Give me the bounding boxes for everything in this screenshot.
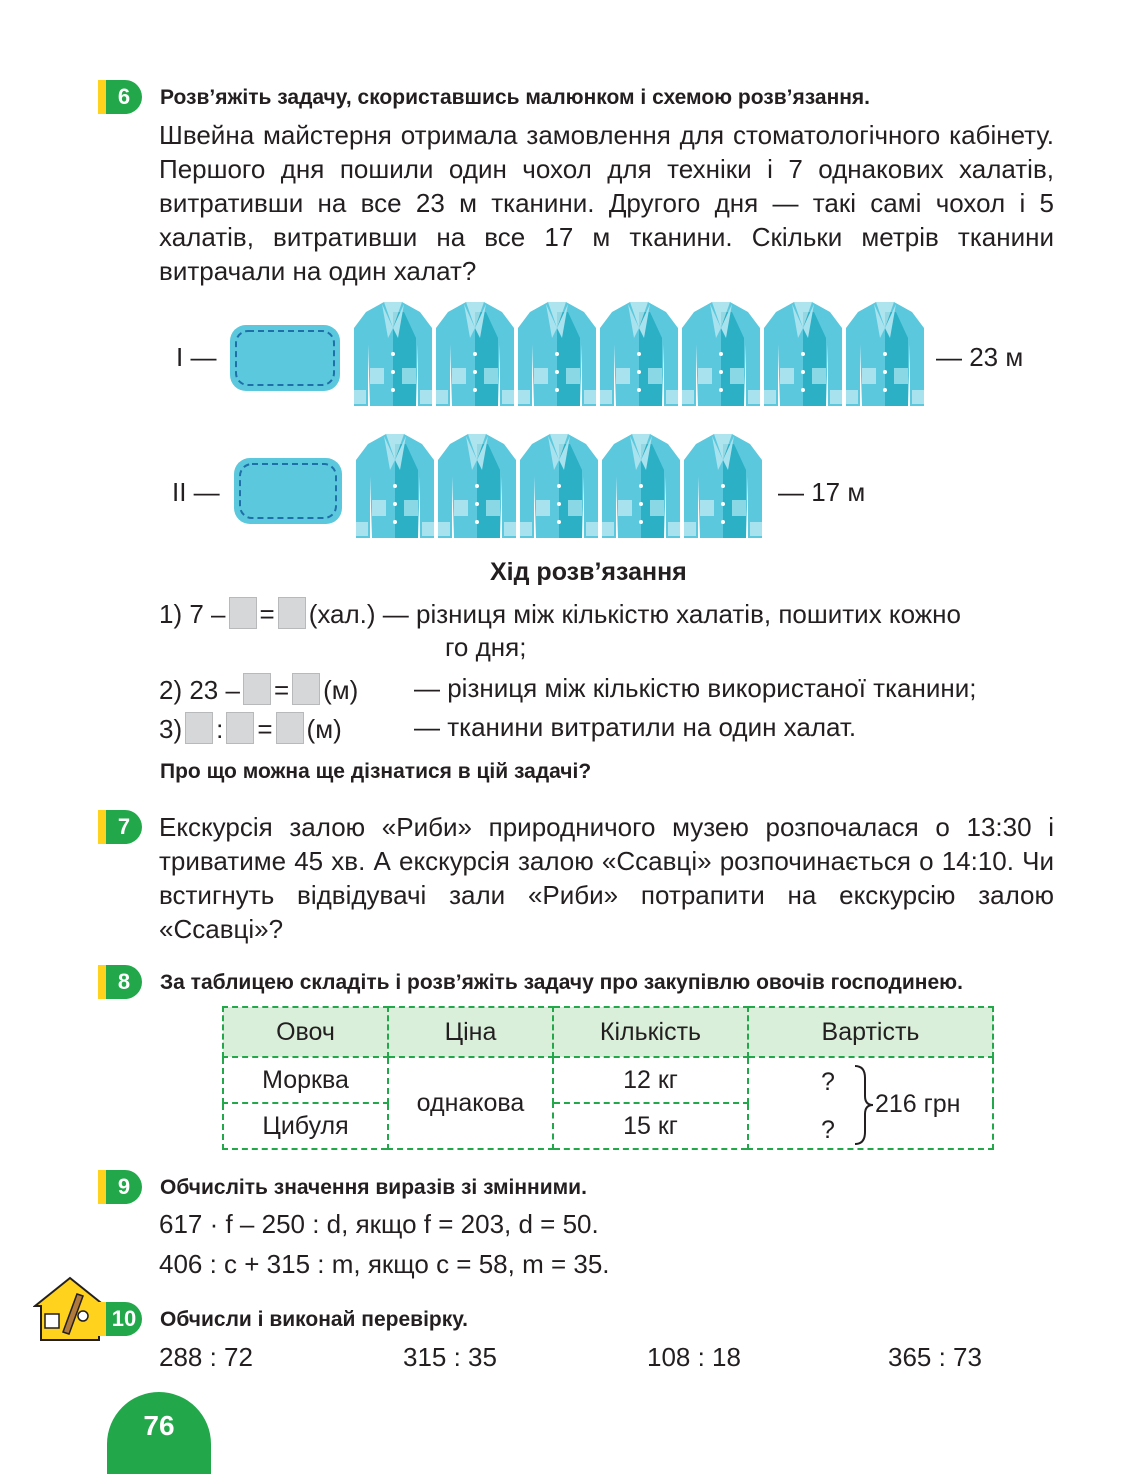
answer-box bbox=[292, 673, 320, 705]
answer-box bbox=[243, 673, 271, 705]
row-value-day2: — 17 м bbox=[778, 477, 866, 507]
solution-step-1: 1) 7 – = (хал.) — різниця між кількістю халатів, пошитих кожно bbox=[159, 599, 961, 629]
task-number-badge bbox=[106, 80, 142, 114]
division-example: 288 : 72 bbox=[159, 1342, 253, 1372]
pouch-icon bbox=[228, 323, 342, 393]
task-text: Швейна майстерня отримала замовлення для стоматологічного кабінету. Першого дня пошили один чохол для техніки і 7 однакових халатів, витративши на все 23 м тканини. Другого дня — такі самі чохол і 5 халатів, витративши на все 17 м тканини. Скільки метрів тканини витрачали на один халат? bbox=[159, 120, 1054, 286]
brace-icon bbox=[853, 1064, 875, 1146]
extra-question: Про що можна ще дізнатися в цій задачі? bbox=[160, 760, 592, 783]
expression-2: 406 : c + 315 : m, якщо c = 58, m = 35. bbox=[159, 1249, 610, 1279]
task-number: 6 bbox=[117, 84, 131, 109]
table-header: Ціна bbox=[388, 1007, 553, 1057]
vegetable-name: Цибуля bbox=[223, 1103, 388, 1149]
vegetable-table bbox=[222, 1006, 994, 1150]
coat-icon bbox=[352, 298, 434, 410]
table-row bbox=[223, 1057, 993, 1103]
row-label-day2: ІІ — bbox=[172, 477, 220, 507]
pouch-icon bbox=[232, 456, 344, 526]
task-number-badge bbox=[106, 965, 142, 999]
task-title: За таблицею складіть і розв’яжіть задачу про закупівлю овочів господинею. bbox=[160, 971, 963, 994]
total-cost: 216 грн bbox=[875, 1090, 961, 1118]
house-pencil-icon bbox=[33, 1276, 107, 1342]
answer-box bbox=[276, 712, 304, 744]
coat-icon bbox=[680, 298, 762, 410]
task-number: 8 bbox=[117, 969, 131, 994]
answer-box bbox=[229, 597, 257, 629]
division-example: 365 : 73 bbox=[888, 1342, 982, 1372]
task-number-badge bbox=[106, 1302, 142, 1336]
table-header: Кількість bbox=[553, 1007, 748, 1057]
task-text: Екскурсія залою «Риби» природничого музею розпочалася о 13:30 і триватиме 45 хв. А екскурсія залою «Ссавці» розпочинається о 14:10. Чи встигнуть відвідувачі зали «Риби» потрапити на екскурсію залою «Ссавці»? bbox=[159, 812, 1054, 944]
task-title: Обчисли і виконай перевірку. bbox=[160, 1308, 468, 1331]
page-number: 76 bbox=[107, 1392, 211, 1474]
task-title: Розв’яжіть задачу, скориставшись малюнком і схемою розв’язання. bbox=[160, 86, 871, 109]
solution-step-3: 3) : = (м) bbox=[159, 714, 342, 744]
task-number-badge bbox=[106, 810, 142, 844]
solution-step-2: 2) 23 – = (м) bbox=[159, 675, 359, 705]
row-label-day1: І — bbox=[176, 342, 217, 372]
coats-day2 bbox=[354, 430, 764, 542]
quantity-cell: 12 кг bbox=[553, 1057, 748, 1103]
coat-icon bbox=[436, 430, 518, 542]
table-header: Овоч bbox=[223, 1007, 388, 1057]
task-number: 7 bbox=[117, 814, 131, 839]
task-number-badge bbox=[106, 1170, 142, 1204]
coat-icon bbox=[600, 430, 682, 542]
coat-icon bbox=[516, 298, 598, 410]
expression-1: 617 · f – 250 : d, якщо f = 203, d = 50. bbox=[159, 1209, 599, 1239]
solution-step-2-note: — різниця між кількістю використаної тканини; bbox=[414, 673, 977, 703]
task-number: 10 bbox=[111, 1306, 137, 1331]
quantity-cell: 15 кг bbox=[553, 1103, 748, 1149]
table-header: Вартість bbox=[748, 1007, 993, 1057]
answer-box bbox=[278, 597, 306, 629]
division-example: 108 : 18 bbox=[647, 1342, 741, 1372]
cost-unknown: ? bbox=[821, 1116, 835, 1144]
answer-box bbox=[185, 712, 213, 744]
coats-day1 bbox=[352, 298, 926, 410]
division-example: 315 : 35 bbox=[403, 1342, 497, 1372]
answer-box bbox=[226, 712, 254, 744]
row-value-day1: — 23 м bbox=[936, 342, 1024, 372]
coat-icon bbox=[762, 298, 844, 410]
coat-icon bbox=[518, 430, 600, 542]
coat-icon bbox=[844, 298, 926, 410]
cost-unknown: ? bbox=[821, 1068, 835, 1096]
price-cell: однакова bbox=[388, 1057, 553, 1149]
coat-icon bbox=[598, 298, 680, 410]
vegetable-name: Морква bbox=[223, 1057, 388, 1103]
coat-icon bbox=[682, 430, 764, 542]
solution-title: Хід розв’язання bbox=[490, 558, 687, 586]
cost-cell bbox=[748, 1057, 993, 1149]
coat-icon bbox=[434, 298, 516, 410]
solution-step-3-note: — тканини витратили на один халат. bbox=[414, 712, 857, 742]
coat-icon bbox=[354, 430, 436, 542]
task-title: Обчисліть значення виразів зі змінними. bbox=[160, 1176, 587, 1199]
task-number: 9 bbox=[117, 1174, 131, 1199]
solution-step-1-cont: го дня; bbox=[445, 632, 527, 662]
